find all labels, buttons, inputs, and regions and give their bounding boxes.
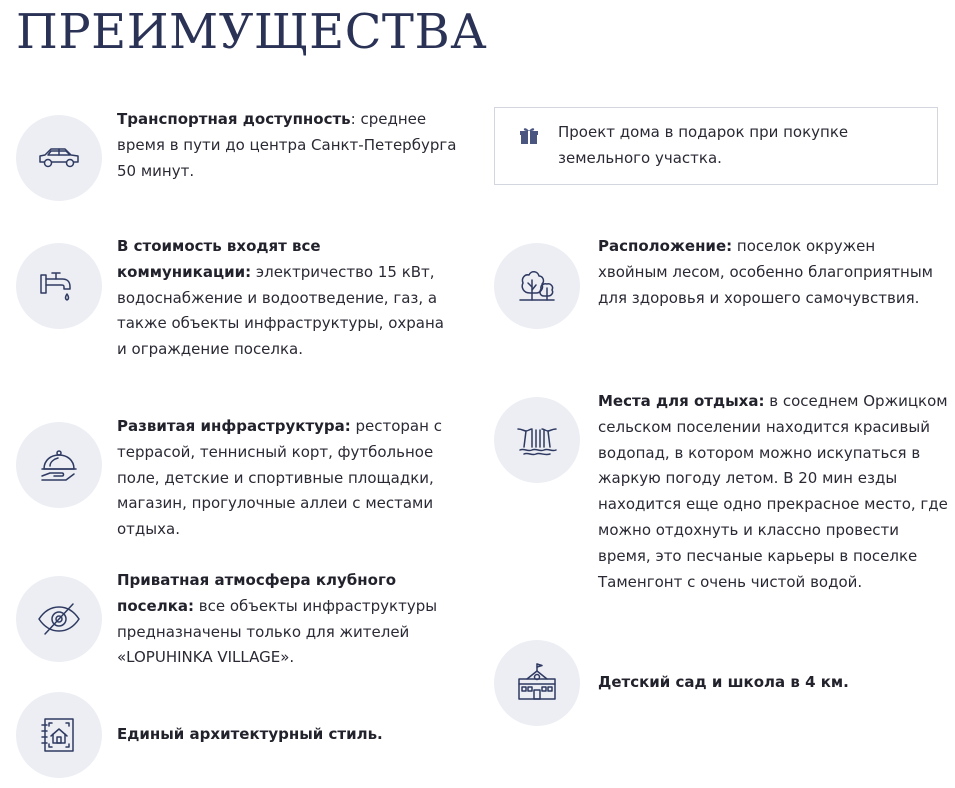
feature-location-text: поселок окружен хвойным лесом, особенно благоприятным для здоровья и хорошего самочувствия. <box>598 237 934 307</box>
gift-promo-box <box>494 107 938 185</box>
waterfall-icon <box>514 417 560 463</box>
feature-privacy-text: все объекты инфраструктуры предназначены только для жителей «LOPUHINKA VILLAGE». <box>117 596 438 667</box>
trees-icon-circle <box>494 243 580 329</box>
feature-school <box>598 670 943 696</box>
faucet-icon-circle <box>16 243 102 329</box>
feature-architecture <box>117 722 457 748</box>
cloche-icon <box>36 442 82 488</box>
cloche-icon-circle <box>16 422 102 508</box>
feature-transport <box>117 107 457 184</box>
faucet-icon <box>36 263 82 309</box>
waterfall-icon-circle <box>494 397 580 483</box>
house-plan-icon-circle <box>16 692 102 778</box>
trees-icon <box>514 263 560 309</box>
house-plan-icon <box>36 712 82 758</box>
gift-icon <box>519 126 539 146</box>
feature-utilities-text: электричество 15 кВт, водоснабжение и водоотведение, газ, а также объекты инфраструктуры, охрана и ограждение поселка. <box>117 262 444 359</box>
feature-recreation-bold: Места для отдыха: <box>598 392 765 410</box>
feature-transport-bold: Транспортная доступность <box>117 110 351 128</box>
feature-location-bold: Расположение: <box>598 237 733 255</box>
eye-slash-icon <box>36 596 82 642</box>
feature-location <box>598 234 943 311</box>
feature-infrastructure-bold: Развитая инфраструктура: <box>117 417 351 435</box>
school-icon-circle <box>494 640 580 726</box>
feature-transport-text: : среднее время в пути до центра Санкт-Петербурга 50 минут. <box>117 110 457 180</box>
school-icon <box>514 660 560 706</box>
feature-recreation-text: в соседнем Оржицком сельском поселении находится красивый водопад, в котором можно искупаться в жаркую погоду летом. В 20 мин езды находится еще одно прекрасное место, где можно отдохнуть и классно провести время, это песчаные карьеры в поселке Таменгонт с очень чистой водой. <box>598 392 948 591</box>
feature-utilities <box>117 234 457 363</box>
feature-infrastructure-text: ресторан с террасой, теннисный корт, футбольное поле, детские и спортивные площадки, магазин, прогулочные аллеи с местами отдыха. <box>117 417 442 539</box>
feature-architecture-bold: Единый архитектурный стиль. <box>117 725 383 743</box>
car-icon-circle <box>16 115 102 201</box>
feature-recreation <box>598 389 948 595</box>
feature-infrastructure <box>117 414 462 543</box>
promo-text: Проект дома в подарок при покупке земельного участка. <box>558 123 849 167</box>
feature-school-bold: Детский сад и школа в 4 км. <box>598 673 849 691</box>
feature-utilities-bold: В стоимость входят все коммуникации: <box>117 237 321 281</box>
feature-privacy <box>117 568 457 671</box>
car-icon <box>36 135 82 181</box>
page-title: ПРЕИМУЩЕСТВА <box>16 4 488 60</box>
eye-slash-icon-circle <box>16 576 102 662</box>
feature-privacy-bold: Приватная атмосфера клубного поселка: <box>117 571 397 615</box>
